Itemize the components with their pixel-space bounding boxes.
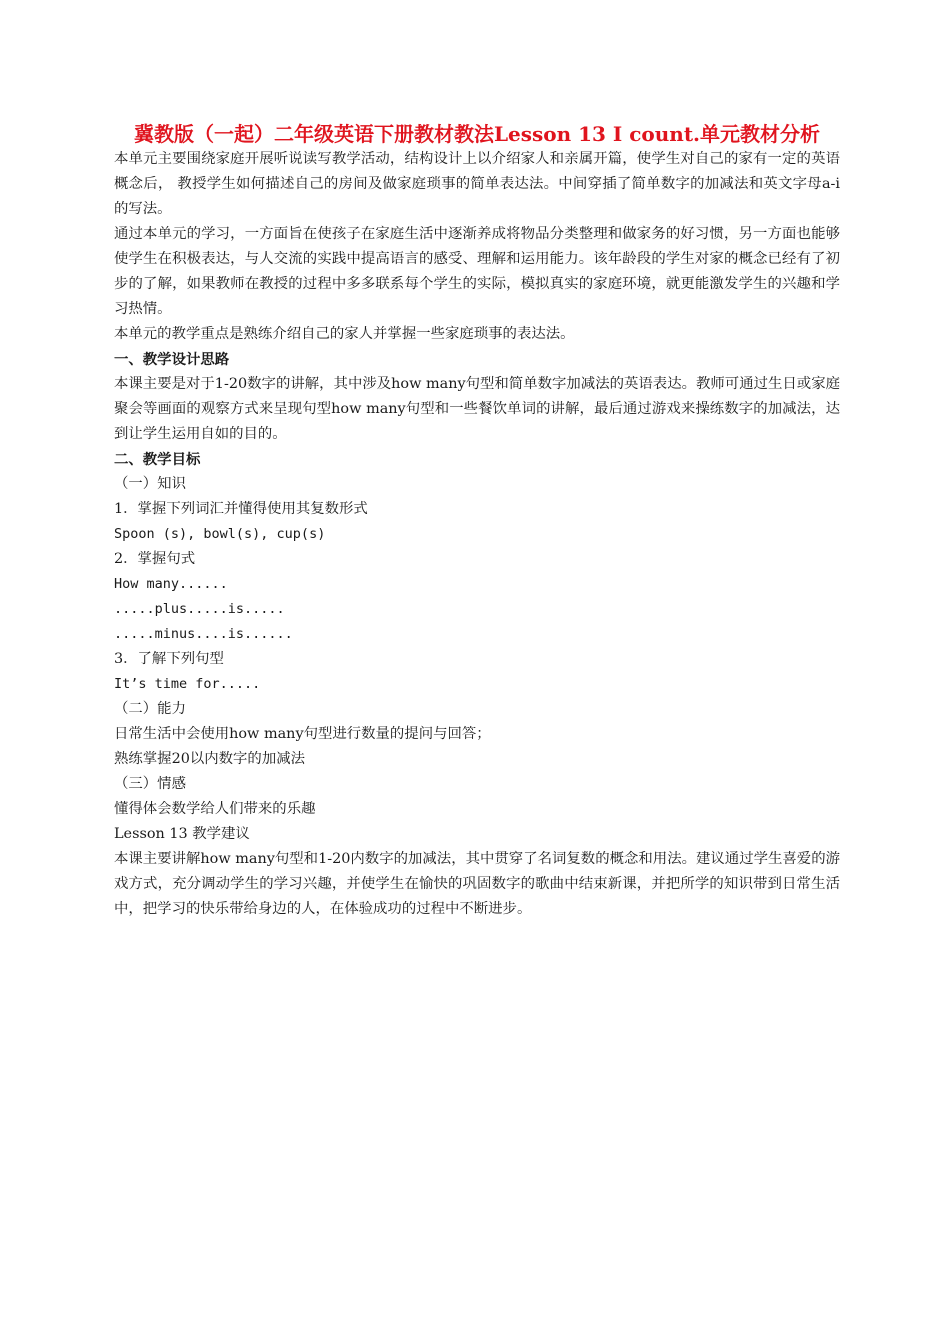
knowledge-item-2: 2．掌握句式 xyxy=(114,551,196,567)
sentence-pattern-2: .....plus.....is..... xyxy=(114,601,285,617)
sentence-pattern-4: It’s time for..... xyxy=(114,676,261,692)
section-body-design: 本课主要是对于1-20数字的讲解，其中涉及how many句型和简单数字加减法的英语表达。教师可通过生日或家庭聚会等画面的观察方式来呈现句型how many句型和一些餐饮单词的讲解，最后通过游戏来操练数字的加减法，达到让学生运用自如的目的。 xyxy=(114,376,840,442)
section-heading-goals: 二、教学目标 xyxy=(114,451,201,468)
document-title: 冀教版（一起）二年级英语下册教材教法Lesson 13 I count.单元教材分析 xyxy=(133,122,821,146)
sentence-pattern-1: How many...... xyxy=(114,576,228,592)
subheading-emotion: （三）情感 xyxy=(114,776,186,792)
intro-paragraph-2: 通过本单元的学习，一方面旨在使孩子在家庭生活中逐渐养成将物品分类整理和做家务的好习惯，另一方面也能够使学生在积极表达，与人交流的实践中提高语言的感受、理解和运用能力。该年龄段的学生对家的概念已经有了初步的了解，如果教师在教授的过程中多多联系每个学生的实际，模拟真实的家庭环境，就更能激发学生的兴趣和学习热情。 xyxy=(114,226,840,317)
ability-item-2: 熟练掌握20以内数字的加减法 xyxy=(114,751,305,767)
intro-paragraph-3: 本单元的教学重点是熟练介绍自己的家人并掌握一些家庭琐事的表达法。 xyxy=(114,326,575,342)
subheading-knowledge: （一）知识 xyxy=(114,476,186,492)
emotion-item-1: 懂得体会数学给人们带来的乐趣 xyxy=(114,801,316,817)
document-page xyxy=(114,122,840,922)
knowledge-item-1-words: Spoon (s), bowl(s), cup(s) xyxy=(114,526,326,542)
sentence-pattern-3: .....minus....is...... xyxy=(114,626,293,642)
subheading-ability: （二）能力 xyxy=(114,701,186,717)
lesson-heading: Lesson 13 教学建议 xyxy=(114,826,250,842)
lesson-body: 本课主要讲解how many句型和1-20内数字的加减法，其中贯穿了名词复数的概念和用法。建议通过学生喜爱的游戏方式，充分调动学生的学习兴趣，并使学生在愉快的巩固数字的歌曲中结束新课，并把所学的知识带到日常生活中，把学习的快乐带给身边的人，在体验成功的过程中不断进步。 xyxy=(114,851,840,917)
intro-paragraph-1: 本单元主要围绕家庭开展听说读写教学活动，结构设计上以介绍家人和亲属开篇，使学生对自己的家有一定的英语概念后， 教授学生如何描述自己的房间及做家庭琐事的简单表达法。中间穿插了简单数字的加减法和英文字母a-i的写法。 xyxy=(114,151,840,217)
section-heading-design: 一、教学设计思路 xyxy=(114,351,230,368)
knowledge-item-1: 1．掌握下列词汇并懂得使用其复数形式 xyxy=(114,501,368,517)
ability-item-1: 日常生活中会使用how many句型进行数量的提问与回答； xyxy=(114,726,491,742)
knowledge-item-3: 3．了解下列句型 xyxy=(114,651,224,667)
